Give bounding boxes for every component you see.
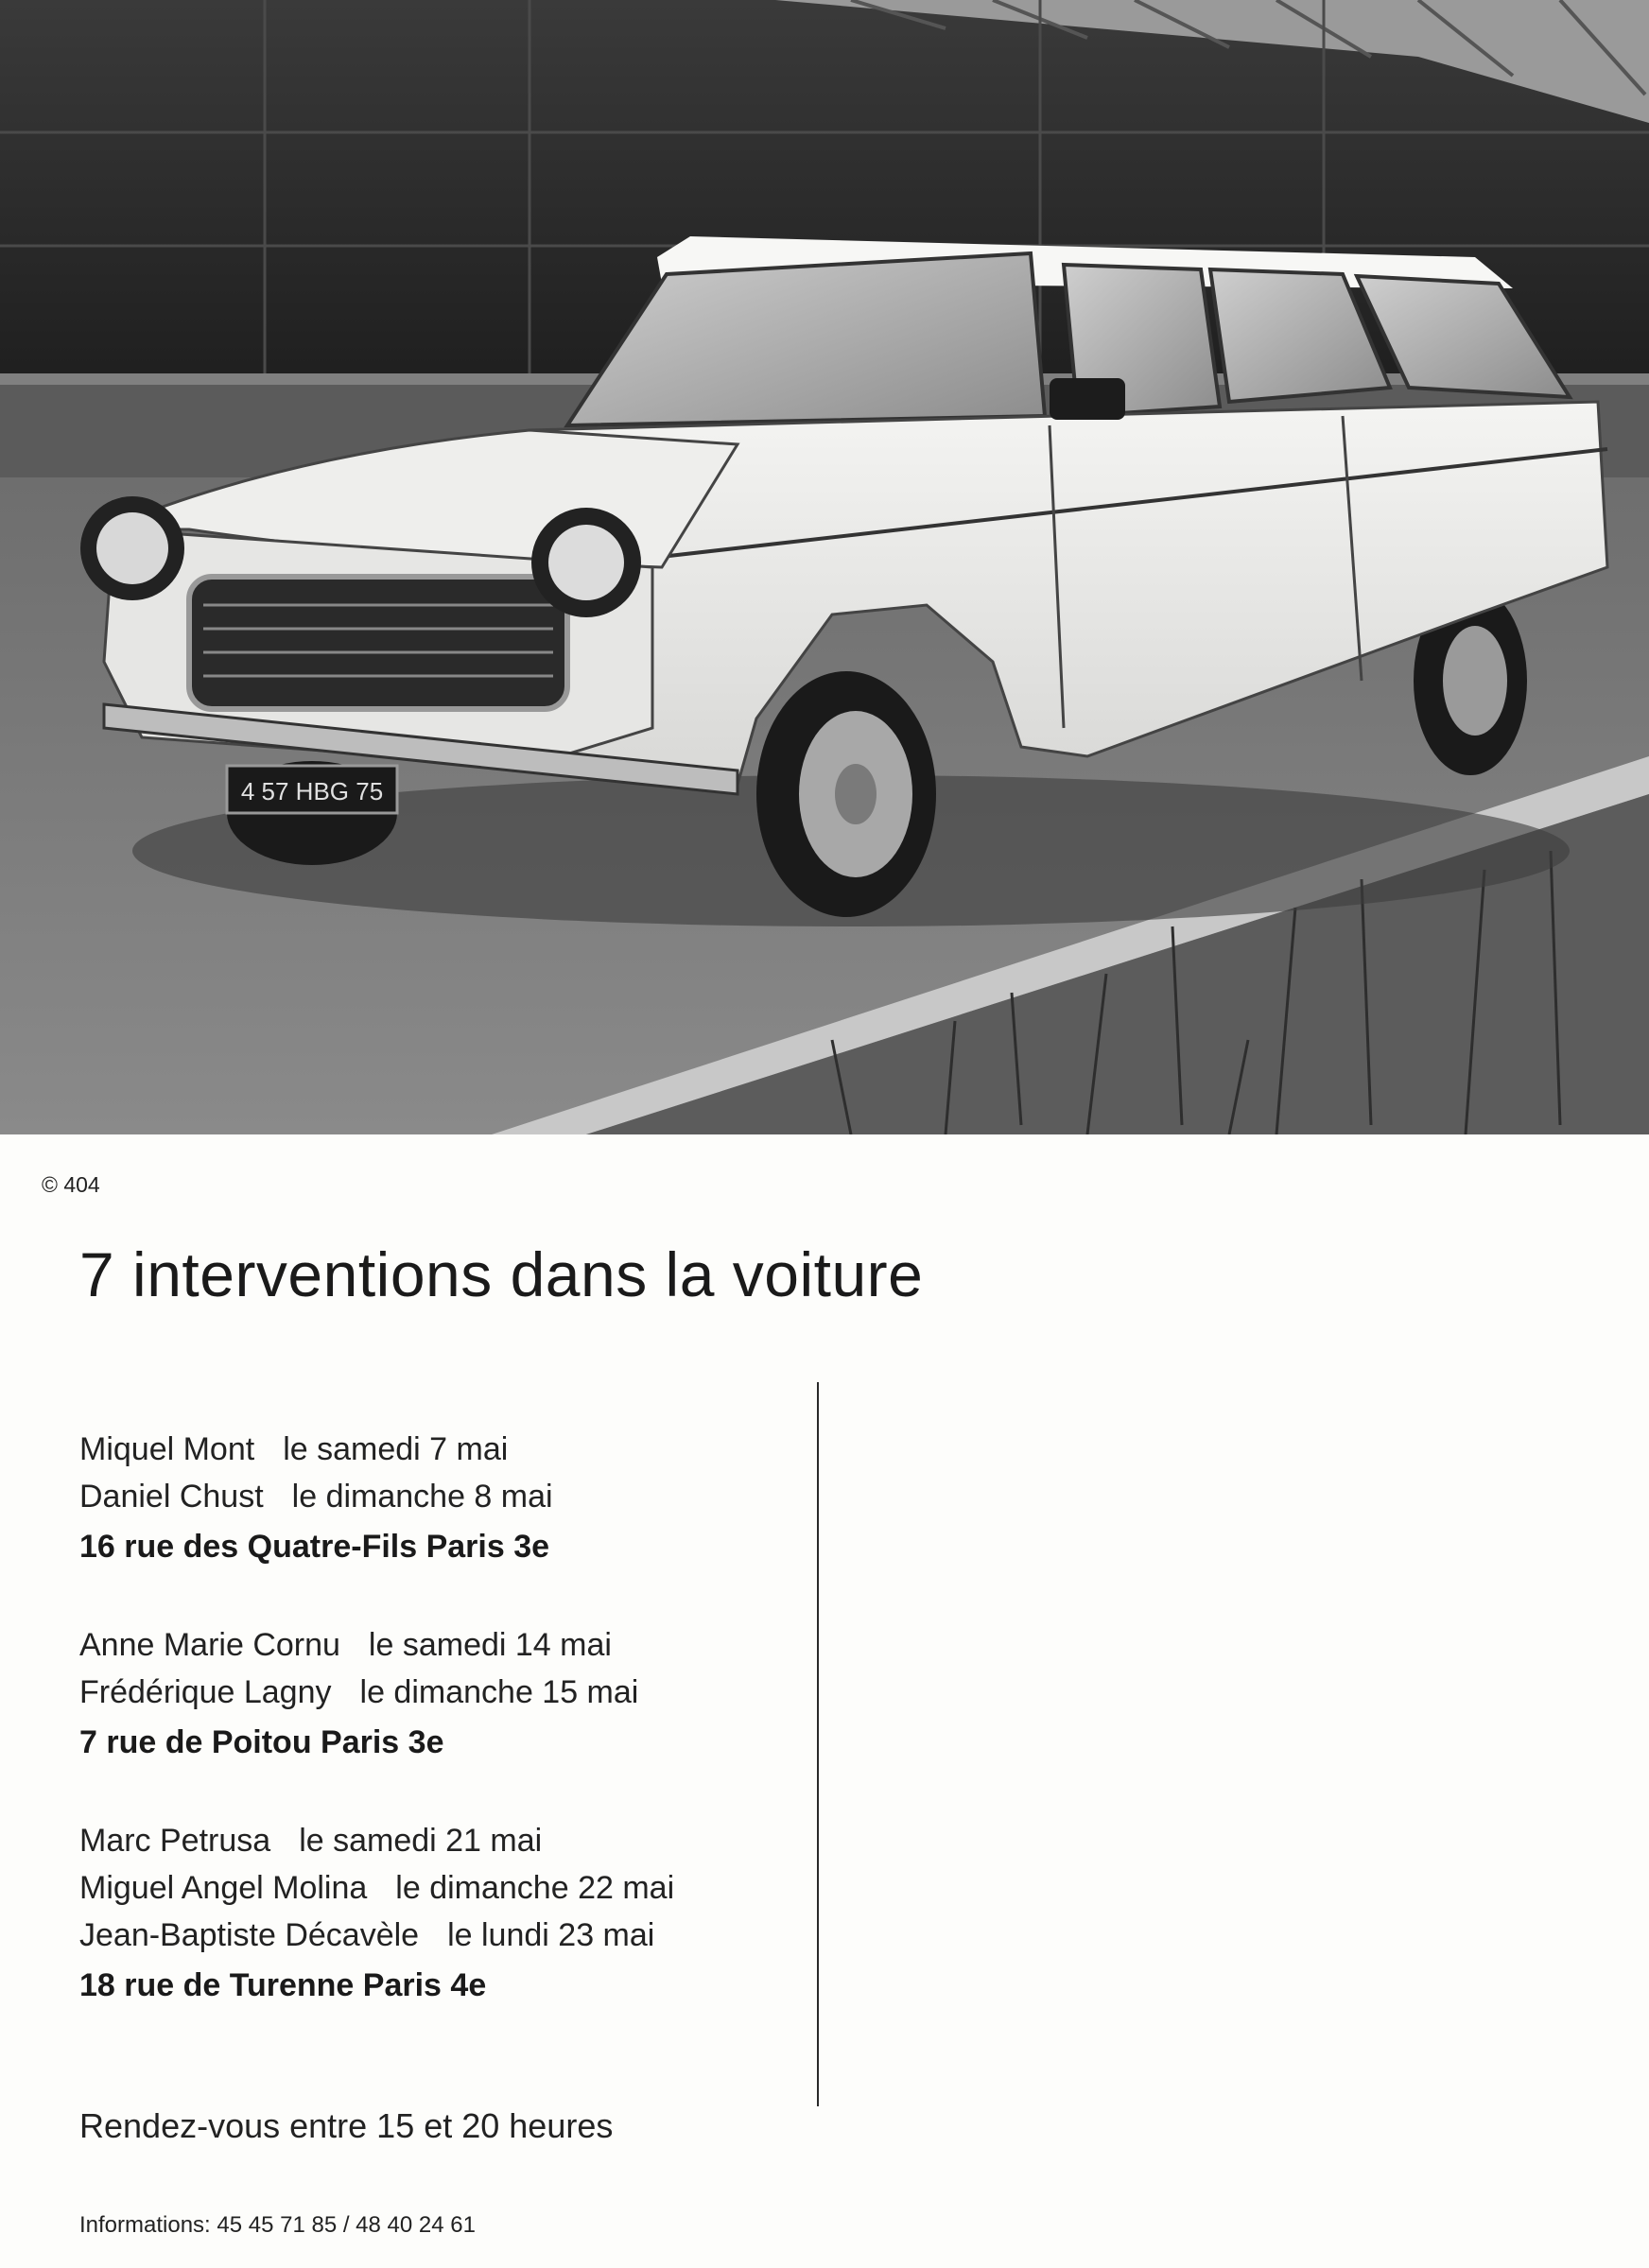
venue-address: 16 rue des Quatre-Fils Paris 3e bbox=[79, 1529, 550, 1565]
event-date: le samedi 21 mai bbox=[299, 1823, 543, 1859]
event-date: le dimanche 8 mai bbox=[291, 1479, 553, 1515]
artist-name: Daniel Chust bbox=[79, 1479, 264, 1515]
schedule-group-2 bbox=[79, 1621, 638, 1769]
artist-name: Marc Petrusa bbox=[79, 1823, 271, 1859]
schedule-group-3 bbox=[79, 1817, 674, 2012]
artist-name: Frédérique Lagny bbox=[79, 1674, 332, 1710]
page-title: 7 interventions dans la voiture bbox=[79, 1239, 924, 1309]
event-date: le dimanche 22 mai bbox=[395, 1870, 675, 1906]
schedule-entry bbox=[79, 1864, 674, 1912]
schedule-entry bbox=[79, 1817, 674, 1864]
schedule-group-1 bbox=[79, 1426, 553, 1573]
event-date: le dimanche 15 mai bbox=[359, 1674, 639, 1710]
schedule-entry bbox=[79, 1426, 553, 1473]
information-phones: Informations: 45 45 71 85 / 48 40 24 61 bbox=[79, 2212, 476, 2238]
vertical-divider bbox=[817, 1382, 819, 2106]
schedule-entry bbox=[79, 1669, 638, 1716]
event-date: le lundi 23 mai bbox=[447, 1917, 655, 1953]
venue-address: 18 rue de Turenne Paris 4e bbox=[79, 1967, 487, 2003]
schedule-entry bbox=[79, 1473, 553, 1520]
event-date: le samedi 14 mai bbox=[368, 1627, 612, 1663]
photo-credit: © 404 bbox=[42, 1172, 100, 1197]
schedule-entry bbox=[79, 1621, 638, 1669]
artist-name: Anne Marie Cornu bbox=[79, 1627, 340, 1663]
artist-name: Jean-Baptiste Décavèle bbox=[79, 1917, 420, 1953]
venue-address: 7 rue de Poitou Paris 3e bbox=[79, 1724, 444, 1760]
license-plate: 4 57 HBG 75 bbox=[240, 777, 384, 805]
schedule-entry bbox=[79, 1912, 674, 1959]
event-date: le samedi 7 mai bbox=[283, 1431, 509, 1467]
artist-name: Miguel Angel Molina bbox=[79, 1870, 368, 1906]
rendezvous-hours: Rendez-vous entre 15 et 20 heures bbox=[79, 2106, 614, 2145]
artist-name: Miquel Mont bbox=[79, 1431, 255, 1467]
